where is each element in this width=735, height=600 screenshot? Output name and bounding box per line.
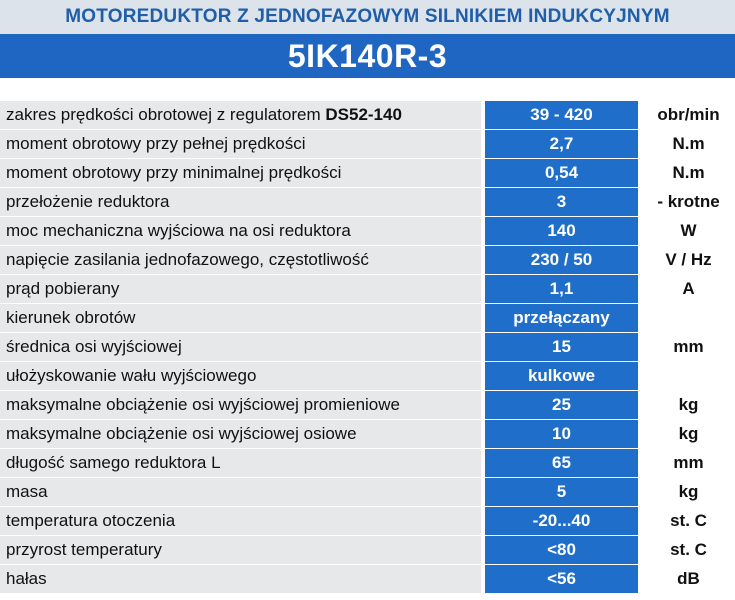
- spec-unit: N.m: [642, 130, 735, 159]
- spec-label-text: długość samego reduktora L: [6, 453, 221, 472]
- spec-label: [0, 449, 481, 478]
- spec-row: [0, 188, 735, 217]
- spec-label: [0, 391, 481, 420]
- spec-label: [0, 507, 481, 536]
- spec-row: [0, 275, 735, 304]
- spec-unit: - krotne: [642, 188, 735, 217]
- spec-unit: A: [642, 275, 735, 304]
- spec-row: [0, 130, 735, 159]
- spec-unit: kg: [642, 478, 735, 507]
- spec-unit: [642, 304, 735, 333]
- spec-label-text: przełożenie reduktora: [6, 192, 170, 211]
- spec-row: [0, 333, 735, 362]
- spec-row: [0, 478, 735, 507]
- spec-label-text: przyrost temperatury: [6, 540, 162, 559]
- spec-unit: V / Hz: [642, 246, 735, 275]
- product-category-title: MOTOREDUKTOR Z JEDNOFAZOWYM SILNIKIEM INDUKCYJNYM: [0, 0, 735, 34]
- spec-label-text: maksymalne obciążenie osi wyjściowej osiowe: [6, 424, 357, 443]
- spec-value: kulkowe: [485, 362, 638, 391]
- spec-unit: N.m: [642, 159, 735, 188]
- spec-row: [0, 565, 735, 594]
- spec-label-bold: DS52-140: [325, 105, 402, 124]
- spec-unit: st. C: [642, 536, 735, 565]
- spec-label-text: masa: [6, 482, 48, 501]
- spec-label: [0, 420, 481, 449]
- spec-row: [0, 246, 735, 275]
- spec-row: [0, 101, 735, 130]
- spec-unit: st. C: [642, 507, 735, 536]
- spec-value: 230 / 50: [485, 246, 638, 275]
- spec-value: 39 - 420: [485, 101, 638, 130]
- spec-label-text: moment obrotowy przy pełnej prędkości: [6, 134, 306, 153]
- model-title: 5IK140R-3: [0, 34, 735, 78]
- spec-row: [0, 536, 735, 565]
- spec-row: [0, 449, 735, 478]
- spec-value: 0,54: [485, 159, 638, 188]
- spec-label: [0, 536, 481, 565]
- spec-value: 10: [485, 420, 638, 449]
- spec-label-text: napięcie zasilania jednofazowego, częstotliwość: [6, 250, 369, 269]
- spec-label: [0, 101, 481, 130]
- spec-label-text: średnica osi wyjściowej: [6, 337, 182, 356]
- spec-unit: kg: [642, 391, 735, 420]
- spec-value: 25: [485, 391, 638, 420]
- spec-unit: W: [642, 217, 735, 246]
- spec-unit: mm: [642, 449, 735, 478]
- spec-label-text: ułożyskowanie wału wyjściowego: [6, 366, 257, 385]
- spec-label-text: moment obrotowy przy minimalnej prędkości: [6, 163, 342, 182]
- spec-row: [0, 159, 735, 188]
- spec-row: [0, 362, 735, 391]
- spec-row: [0, 217, 735, 246]
- spacer: [0, 78, 735, 99]
- spec-label: [0, 188, 481, 217]
- spec-value: 140: [485, 217, 638, 246]
- spec-label: [0, 565, 481, 594]
- spec-value: przełączany: [485, 304, 638, 333]
- spec-unit: kg: [642, 420, 735, 449]
- spec-value: <56: [485, 565, 638, 594]
- spec-label-text: hałas: [6, 569, 47, 588]
- spec-label: [0, 275, 481, 304]
- spec-label: [0, 246, 481, 275]
- spec-label: [0, 478, 481, 507]
- spec-row: [0, 304, 735, 333]
- spec-unit: mm: [642, 333, 735, 362]
- spec-label: [0, 304, 481, 333]
- spec-value: 2,7: [485, 130, 638, 159]
- spec-label: [0, 130, 481, 159]
- spec-value: -20...40: [485, 507, 638, 536]
- spec-table: [0, 101, 735, 594]
- spec-label: [0, 362, 481, 391]
- spec-label: [0, 333, 481, 362]
- spec-value: <80: [485, 536, 638, 565]
- spec-label: [0, 217, 481, 246]
- spec-label-text: prąd pobierany: [6, 279, 120, 298]
- spec-unit: dB: [642, 565, 735, 594]
- spec-value: 3: [485, 188, 638, 217]
- spec-value: 15: [485, 333, 638, 362]
- spec-value: 1,1: [485, 275, 638, 304]
- spec-label-text: temperatura otoczenia: [6, 511, 176, 530]
- spec-unit: [642, 362, 735, 391]
- spec-label-text: zakres prędkości obrotowej z regulatorem: [6, 105, 326, 124]
- spec-label-text: moc mechaniczna wyjściowa na osi reduktora: [6, 221, 351, 240]
- spec-label: [0, 159, 481, 188]
- spec-row: [0, 507, 735, 536]
- spec-label-text: kierunek obrotów: [6, 308, 136, 327]
- spec-value: 65: [485, 449, 638, 478]
- spec-unit: obr/min: [642, 101, 735, 130]
- spec-row: [0, 420, 735, 449]
- spec-value: 5: [485, 478, 638, 507]
- spec-row: [0, 391, 735, 420]
- spec-label-text: maksymalne obciążenie osi wyjściowej promieniowe: [6, 395, 400, 414]
